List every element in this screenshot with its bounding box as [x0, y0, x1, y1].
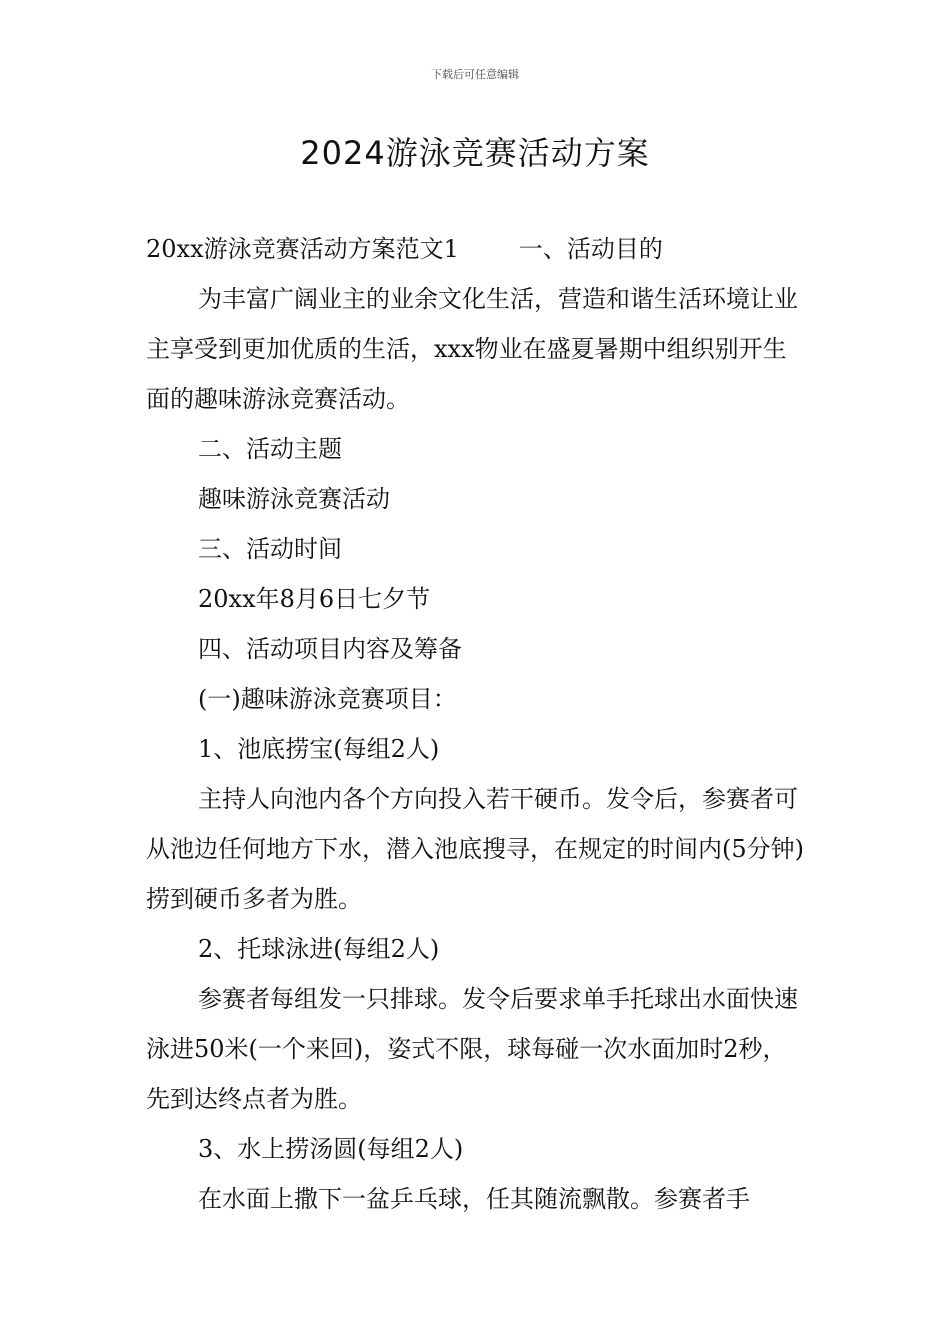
intro-label: 20xx游泳竞赛活动方案范文1 [146, 235, 459, 263]
intro-line [146, 224, 810, 274]
item-heading-2: 2、托球泳进(每组2人) [198, 935, 440, 963]
document-title: 2024游泳竞赛活动方案 [300, 134, 650, 172]
section-heading-theme: 二、活动主题 [198, 435, 342, 463]
paragraph-time: 20xx年8月6日七夕节 [198, 585, 431, 613]
item-heading-3: 3、水上捞汤圆(每组2人) [198, 1135, 464, 1163]
subheading-fun-items: (一)趣味游泳竞赛项目： [198, 685, 457, 713]
document-body [146, 224, 810, 1224]
paragraph-theme: 趣味游泳竞赛活动 [198, 485, 390, 513]
item-paragraph-2: 参赛者每组发一只排球。发令后要求单手托球出水面快速泳进50米(一个来回)，姿式不限，球每碰一次水面加时2秒，先到达终点者为胜。 [146, 985, 798, 1113]
item-paragraph-1: 主持人向池内各个方向投入若干硬币。发令后，参赛者可从池边任何地方下水，潜入池底搜寻，在规定的时间内(5分钟)捞到硬币多者为胜。 [146, 785, 804, 913]
item-paragraph-3: 在水面上撒下一盆乒乓球，任其随流飘散。参赛者手 [198, 1185, 750, 1213]
item-heading-1: 1、池底捞宝(每组2人) [198, 735, 440, 763]
header-note: 下载后可任意编辑 [431, 68, 519, 81]
section-heading-purpose: 一、活动目的 [518, 235, 663, 263]
section-heading-time: 三、活动时间 [198, 535, 342, 563]
paragraph-purpose: 为丰富广阔业主的业余文化生活，营造和谐生活环境让业主享受到更加优质的生活，xxx物业在盛夏暑期中组织别开生面的趣味游泳竞赛活动。 [146, 285, 798, 413]
section-heading-items: 四、活动项目内容及筹备 [198, 635, 462, 663]
